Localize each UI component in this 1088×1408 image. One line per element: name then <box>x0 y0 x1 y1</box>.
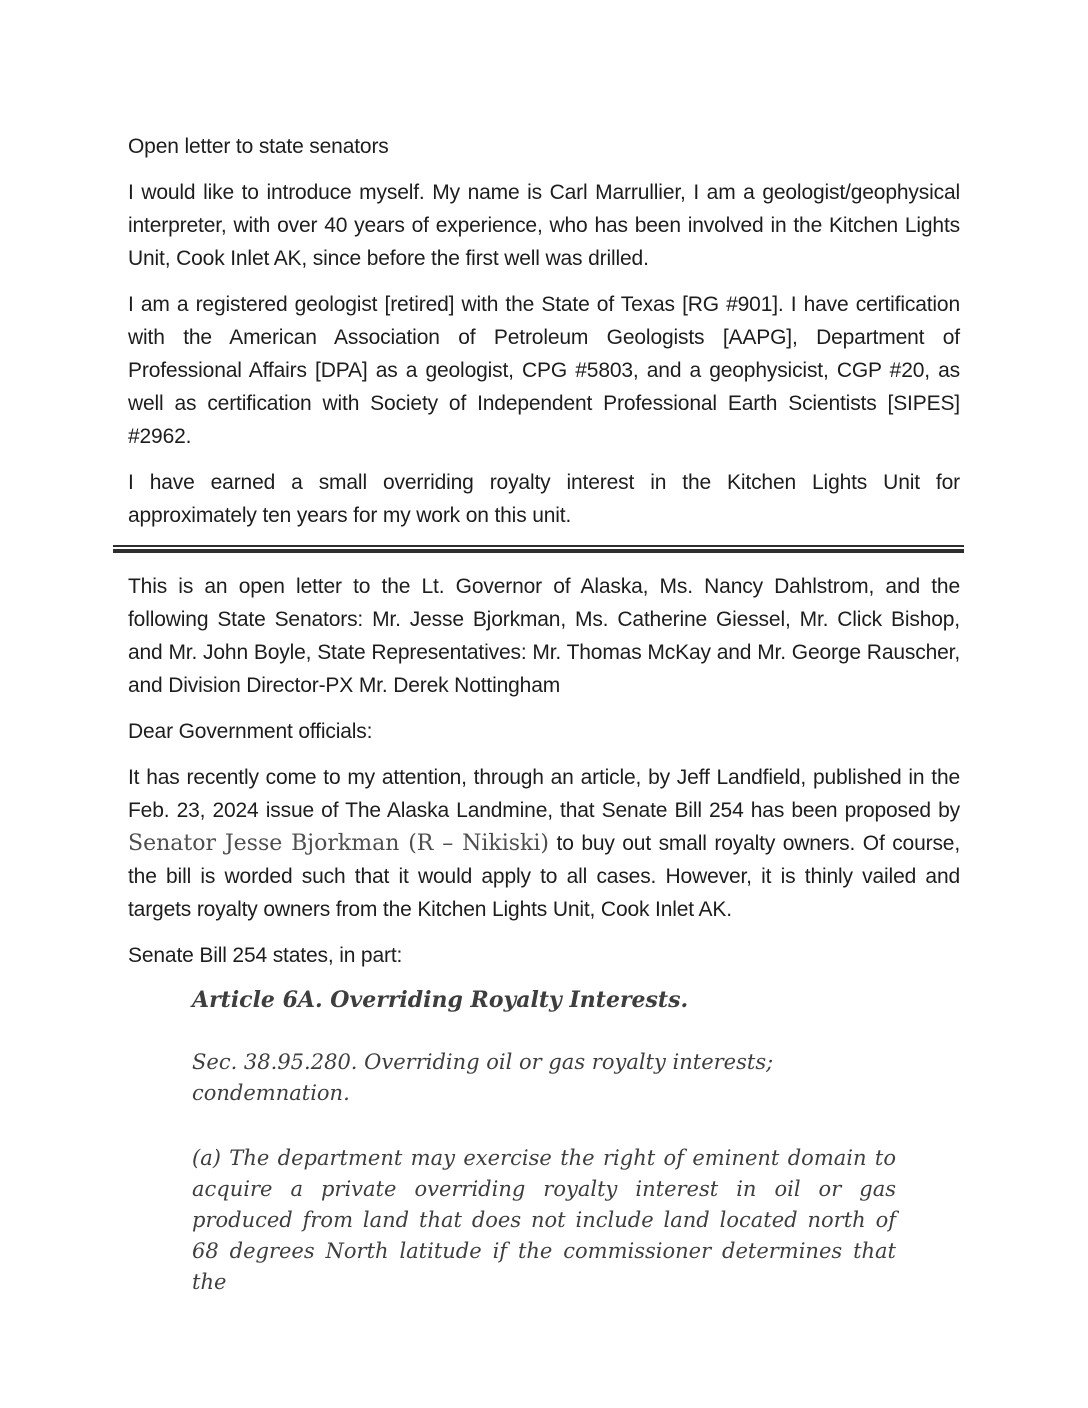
senate-bill-text-before: It has recently come to my attention, through an article, by Jeff Landfield, published in the Feb. 23, 2024 issue of The Alaska Landmine, that Senate Bill 254 has been proposed by <box>128 766 960 822</box>
paragraph-royalty-interest: I have earned a small overriding royalty interest in the Kitchen Lights Unit for approximately ten years for my work on this unit. <box>128 471 960 527</box>
bill-quote-block <box>192 985 896 1298</box>
paragraph-addressees: This is an open letter to the Lt. Governor of Alaska, Ms. Nancy Dahlstrom, and the following State Senators: Mr. Jesse Bjorkman, Ms. Catherine Giessel, Mr. Click Bishop, and Mr. John Boyle, State Representatives: Mr. Thomas McKay and Mr. George Rauscher, and Division Director-PX Mr. Derek Nottingham <box>128 575 960 697</box>
paragraph-introduce: I would like to introduce myself. My name is Carl Marrullier, I am a geologist/geophysical interpreter, with over 40 years of experience, who has been involved in the Kitchen Lights Unit, Cook Inlet AK, since before the first well was drilled. <box>128 181 960 270</box>
quote-article-heading: Article 6A. Overriding Royalty Interests. <box>192 987 689 1013</box>
quote-section-title: Sec. 38.95.280. Overriding oil or gas royalty interests; condemnation. <box>192 1050 774 1105</box>
salutation: Dear Government officials: <box>128 720 373 743</box>
senator-name-text: Senator Jesse Bjorkman (R – Nikiski) <box>128 831 549 856</box>
quote-body-paragraph: (a) The department may exercise the right of eminent domain to acquire a private overriding royalty interest in oil or gas produced from land that does not include land located north of 68 degrees North latitude if the commissioner determines that the <box>192 1146 896 1294</box>
paragraph-credentials: I am a registered geologist [retired] with the State of Texas [RG #901]. I have certification with the American Association of Petroleum Geologists [AAPG], Department of Professional Affairs [DPA] as a geologist, CPG #5803, and a geophysicist, CGP #20, as well as certification with Society of Independent Professional Earth Scientists [SIPES] #2962. <box>128 293 960 448</box>
paragraph-states-in-part: Senate Bill 254 states, in part: <box>128 944 403 967</box>
senate-bill-text-after: to buy out small royalty owners. Of course, the bill is worded such that it would apply to all cases. However, it is thinly vailed and targets royalty owners from the Kitchen Lights Unit, Cook Inlet AK. <box>128 832 961 921</box>
letter-heading: Open letter to state senators <box>128 135 389 158</box>
paragraph-senate-bill <box>128 761 960 926</box>
section-divider <box>113 545 964 553</box>
